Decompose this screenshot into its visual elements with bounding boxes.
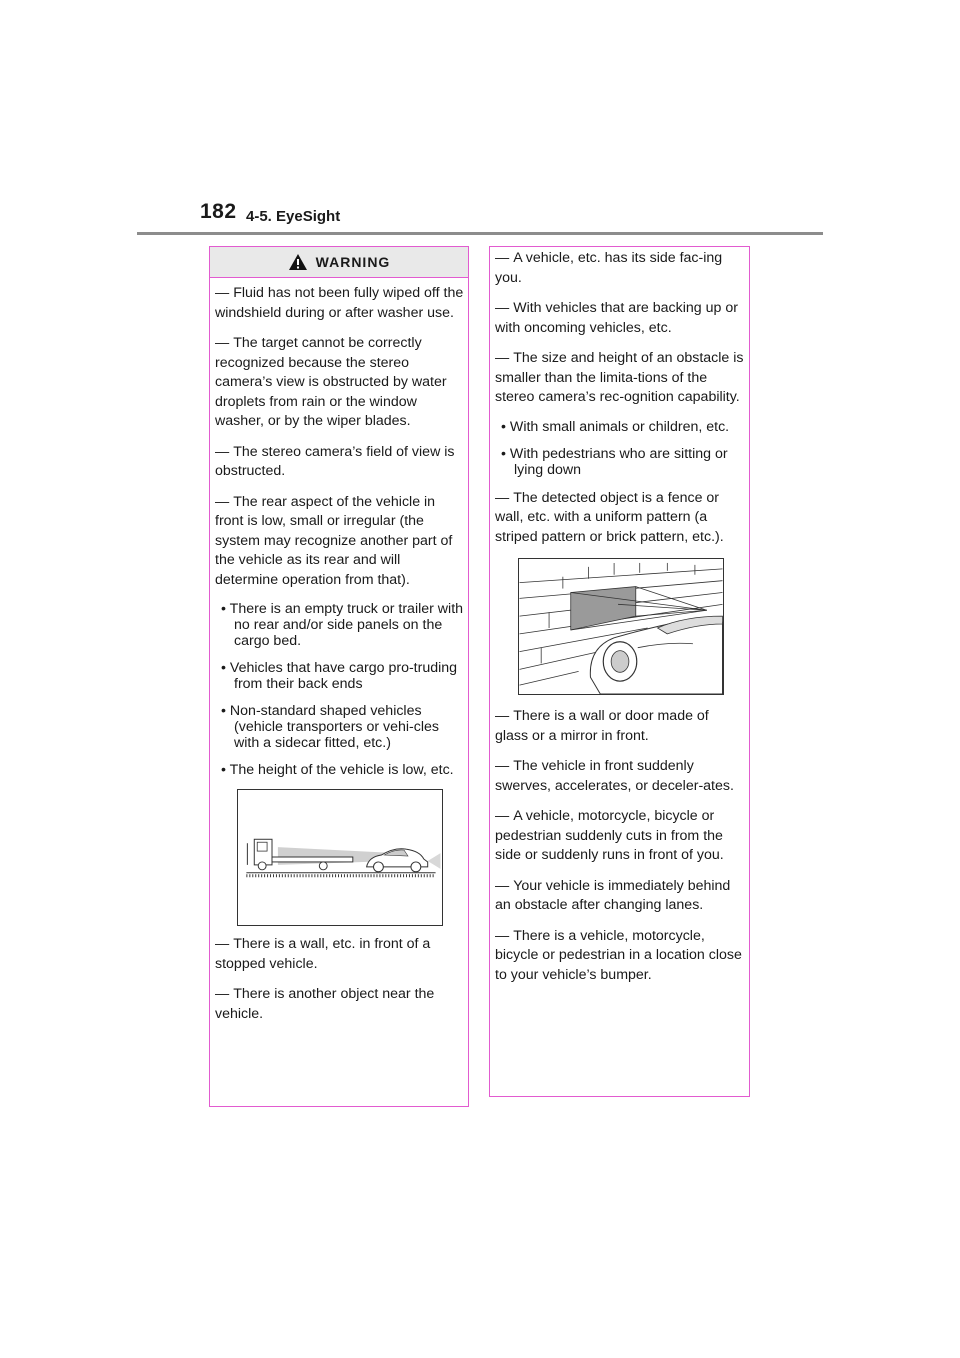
warning-box-right (489, 246, 750, 1097)
dash-marker: — (215, 936, 230, 952)
bullet-marker: • (221, 660, 226, 676)
dash-marker: — (495, 489, 510, 506)
list-item: — The stereo camera’s field of view is obstructed. (215, 443, 455, 479)
dash-marker: — (495, 758, 510, 774)
list-item: — A vehicle, motorcycle, bicycle or pedestrian suddenly cuts in from the side or suddenly runs in front of you. (495, 808, 724, 863)
dash-marker: — (495, 808, 510, 824)
car-facing-brick-wall-illustration (519, 559, 723, 694)
list-item: — With vehicles that are backing up or with oncoming vehicles, etc. (495, 300, 738, 336)
list-item: — The target cannot be correctly recognized because the stereo camera’s view is obstructed by water droplets from rain or the window washer, or by the wiper blades. (215, 335, 447, 429)
bullet-marker: • (221, 703, 226, 719)
bullet-item: • The height of the vehicle is low, etc. (221, 762, 454, 778)
list-item: — The size and height of an obstacle is smaller than the limita-tions of the stereo camera’s rec-ognition capability. (495, 350, 744, 405)
dash-marker: — (215, 986, 230, 1002)
dash-marker: — (495, 350, 510, 366)
dash-marker: — (495, 708, 510, 724)
brick-wall-illustration (518, 558, 724, 695)
dash-marker: — (495, 300, 510, 316)
warning-triangle-icon (288, 253, 308, 271)
list-item: — Fluid has not been fully wiped off the windshield during or after washer use. (215, 285, 464, 321)
dash-marker: — (215, 335, 230, 351)
list-item: — There is a vehicle, motorcycle, bicycle or pedestrian in a location close to your vehicle’s bumper. (495, 927, 742, 983)
right-column-content (490, 247, 749, 985)
bullet-item: • Non-standard shaped vehicles (vehicle transporters or vehi-cles with a sidecar fitted, etc.) (221, 703, 440, 751)
page-number: 182 (200, 200, 237, 223)
bullet-marker: • (501, 418, 506, 435)
bullet-item: • With pedestrians who are sitting or lying down (501, 445, 728, 478)
bullet-marker: • (221, 762, 226, 778)
left-column-content (210, 278, 468, 1024)
list-item: — There is a wall or door made of glass or a mirror in front. (495, 708, 709, 744)
list-item: — The detected object is a fence or wall, etc. with a uniform pattern (a striped pattern or brick pattern, etc.). (495, 489, 724, 545)
list-item: — A vehicle, etc. has its side fac-ing you. (495, 250, 723, 286)
section-title: 4-5. EyeSight (246, 208, 341, 225)
dash-marker: — (495, 877, 510, 894)
dash-marker: — (215, 493, 230, 510)
truck-illustration (237, 789, 443, 926)
truck-and-car-illustration (238, 790, 442, 925)
dash-marker: — (495, 250, 510, 266)
list-item: — There is a wall, etc. in front of a stopped vehicle. (215, 936, 431, 972)
bullet-item: • Vehicles that have cargo pro-truding from their back ends (221, 660, 458, 692)
dash-marker: — (495, 927, 510, 944)
bullet-item: • There is an empty truck or trailer with no rear and/or side panels on the cargo bed. (221, 601, 464, 649)
warning-title: WARNING (315, 254, 391, 270)
list-item: — There is another object near the vehicle. (215, 986, 435, 1022)
bullet-marker: • (221, 601, 226, 617)
header-rule (137, 232, 823, 235)
bullet-item: • With small animals or children, etc. (501, 418, 730, 435)
bullet-marker: • (501, 445, 506, 462)
dash-marker: — (215, 285, 230, 301)
dash-marker: — (215, 443, 230, 460)
warning-header (210, 247, 468, 278)
list-item: — The vehicle in front suddenly swerves, accelerates, or deceler-ates. (495, 758, 734, 794)
list-item: — Your vehicle is immediately behind an obstacle after changing lanes. (495, 877, 731, 913)
warning-box-left (209, 246, 469, 1107)
list-item: — The rear aspect of the vehicle in front is low, small or irregular (the system may recognize another part of the vehicle as its rear and will determine operation from that). (215, 493, 453, 588)
